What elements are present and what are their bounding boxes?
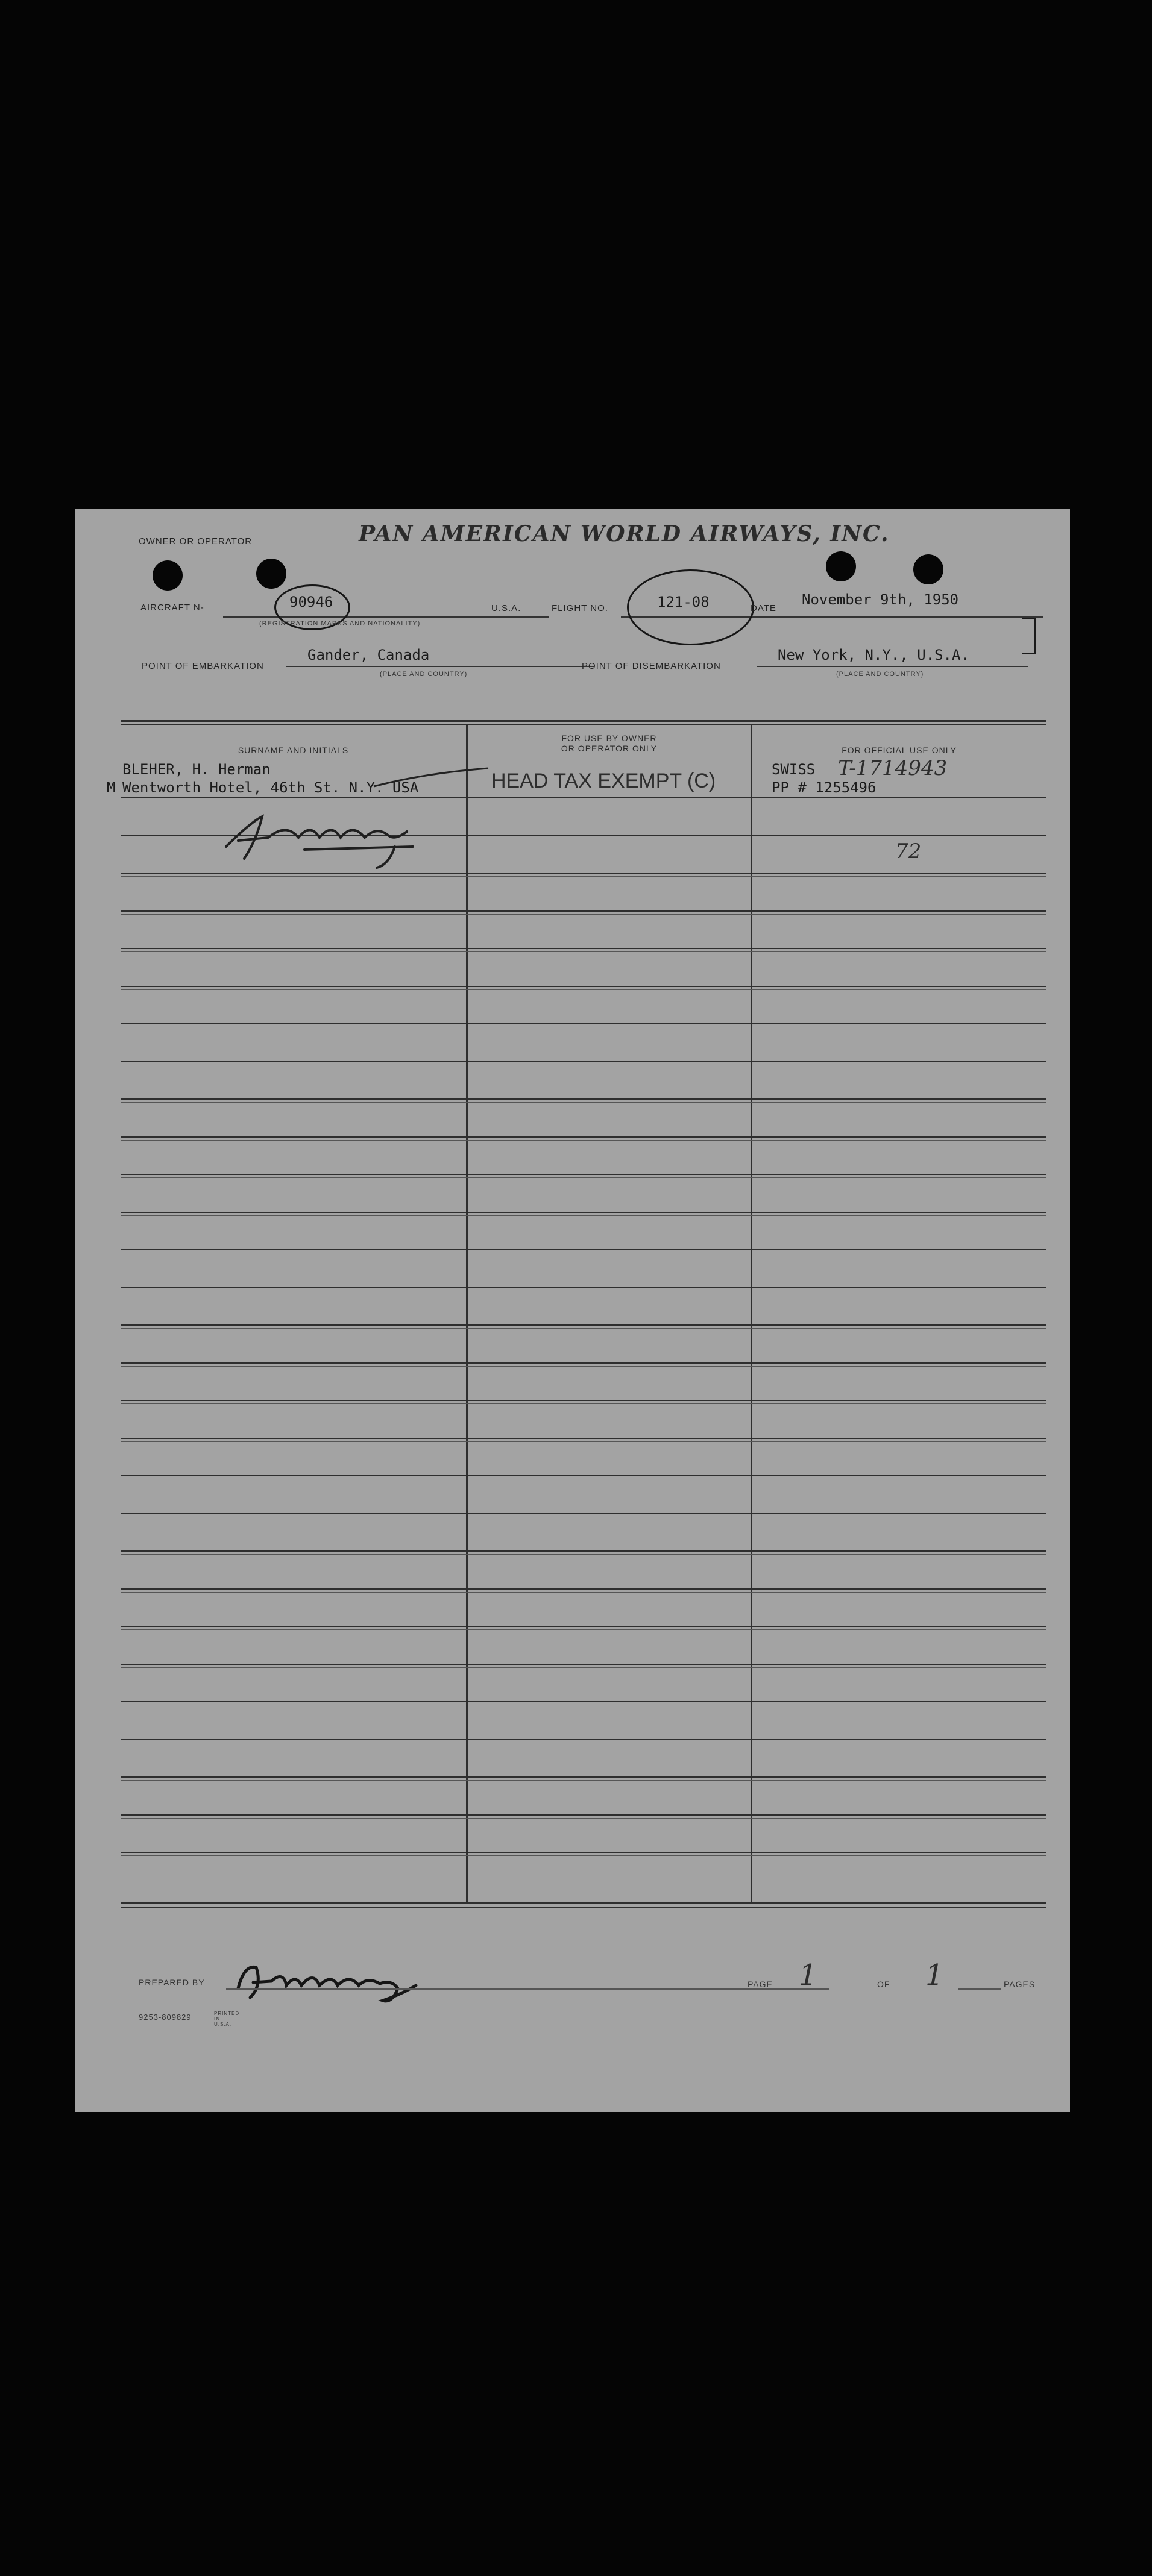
pages-label: PAGES <box>1004 1979 1036 1989</box>
row-rule <box>121 989 1046 990</box>
page-number: 1 <box>799 1958 817 1992</box>
row-rule <box>121 1136 1046 1138</box>
date-value: November 9th, 1950 <box>802 591 959 608</box>
row-rule <box>121 986 1046 987</box>
registration-caption: (REGISTRATION MARKS AND NATIONALITY) <box>259 620 421 627</box>
page-label: PAGE <box>748 1979 773 1989</box>
manifest-form <box>75 509 1070 2112</box>
row-rule <box>121 1174 1046 1175</box>
of-label: OF <box>877 1979 890 1989</box>
col-header-surname: SURNAME AND INITIALS <box>238 745 349 755</box>
row-rule <box>121 1739 1046 1740</box>
row-rule <box>121 1441 1046 1442</box>
note-connector-stroke <box>371 762 491 798</box>
printed-label: PRINTED IN U.S.A. <box>214 2011 240 2027</box>
aircraft-label: AIRCRAFT N- <box>140 603 204 613</box>
owner-label: OWNER OR OPERATOR <box>139 536 253 547</box>
row-rule <box>121 1664 1046 1665</box>
table-bottom-rule <box>121 1902 1046 1904</box>
row-rule <box>121 1438 1046 1439</box>
aircraft-number: 90946 <box>289 594 333 610</box>
passenger-prefix: M <box>107 779 116 796</box>
row-rule <box>121 1667 1046 1668</box>
table-top-rule <box>121 720 1046 722</box>
table-top-rule <box>121 724 1046 725</box>
row-rule <box>121 1400 1046 1401</box>
row-rule <box>121 1061 1046 1062</box>
row-rule <box>121 1855 1046 1856</box>
row-rule <box>121 1403 1046 1404</box>
punch-hole <box>256 559 286 589</box>
row-rule <box>121 1324 1046 1326</box>
row-rule <box>121 1626 1046 1627</box>
row-rule <box>121 1554 1046 1555</box>
punch-hole <box>913 554 943 584</box>
row-rule <box>121 1249 1046 1250</box>
disembarkation-value: New York, N.Y., U.S.A. <box>778 647 969 663</box>
row-rule <box>121 1023 1046 1024</box>
col-header-operator-line2: OR OPERATOR ONLY <box>561 744 658 753</box>
flight-number: 121-08 <box>657 594 710 610</box>
company-name: PAN AMERICAN WORLD AIRWAYS, INC. <box>359 521 890 547</box>
embarkation-label: POINT OF EMBARKATION <box>142 661 264 671</box>
prepared-label: PREPARED BY <box>139 1978 205 1987</box>
embarkation-underline <box>286 666 594 667</box>
row-rule <box>121 1215 1046 1216</box>
place-caption: (PLACE AND COUNTRY) <box>380 671 468 678</box>
nationality: SWISS <box>772 761 816 778</box>
row-rule <box>121 1780 1046 1781</box>
row-rule <box>121 1592 1046 1593</box>
operator-note: HEAD TAX EXEMPT (C) <box>491 769 716 792</box>
official-note-number: 72 <box>895 839 922 863</box>
embarkation-value: Gander, Canada <box>307 647 430 663</box>
col-header-operator <box>468 733 751 754</box>
row-rule <box>121 914 1046 915</box>
row-rule <box>121 873 1046 874</box>
row-rule <box>121 1550 1046 1552</box>
row-rule <box>121 1513 1046 1514</box>
row-rule <box>121 1140 1046 1141</box>
flight-circle <box>627 569 754 645</box>
date-label: DATE <box>751 603 776 613</box>
row-rule <box>121 1366 1046 1367</box>
aircraft-underline <box>223 616 549 618</box>
total-pages: 1 <box>925 1958 944 1992</box>
row-rule <box>121 1701 1046 1702</box>
disembarkation-label: POINT OF DISEMBARKATION <box>582 661 721 671</box>
row-rule <box>121 951 1046 952</box>
row-rule <box>121 1177 1046 1178</box>
row-rule <box>121 910 1046 912</box>
col-header-operator-line1: FOR USE BY OWNER <box>561 733 657 743</box>
row-rule <box>121 1287 1046 1288</box>
official-handwritten-number: T-1714943 <box>838 756 948 780</box>
row-rule <box>121 1814 1046 1816</box>
usa-label: U.S.A. <box>491 603 521 613</box>
passenger-name: BLEHER, H. Herman <box>122 761 271 778</box>
row-rule <box>121 1098 1046 1100</box>
passenger-signature <box>214 804 425 871</box>
row-rule <box>121 1102 1046 1103</box>
prepared-underline <box>226 1988 829 1990</box>
table-bottom-rule <box>121 1907 1046 1908</box>
disembarkation-underline <box>757 666 1028 667</box>
punch-hole <box>826 551 856 581</box>
row-rule <box>121 1588 1046 1590</box>
row-rule <box>121 1328 1046 1329</box>
row-rule <box>121 1362 1046 1364</box>
date-underline <box>784 616 1043 618</box>
punch-hole <box>153 560 183 591</box>
row-rule <box>121 1776 1046 1778</box>
column-divider <box>751 725 752 1903</box>
edge-bracket <box>1022 618 1036 654</box>
flight-label: FLIGHT NO. <box>552 603 608 613</box>
row-rule <box>121 876 1046 877</box>
row-rule <box>121 1629 1046 1630</box>
passenger-address: Wentworth Hotel, 46th St. N.Y. USA <box>122 779 419 796</box>
col-header-official: FOR OFFICIAL USE ONLY <box>842 745 957 755</box>
preparer-signature <box>229 1952 488 2010</box>
row-rule <box>121 1818 1046 1819</box>
row-rule <box>121 948 1046 949</box>
row-rule <box>121 797 1046 798</box>
row-rule <box>121 1212 1046 1213</box>
row-rule <box>121 1475 1046 1476</box>
column-divider <box>466 725 468 1903</box>
row-rule <box>121 1852 1046 1853</box>
place-caption: (PLACE AND COUNTRY) <box>836 671 924 678</box>
passport-number: PP # 1255496 <box>772 779 877 796</box>
form-code: 9253-809829 <box>139 2013 192 2022</box>
pages-underline <box>958 1988 1001 1990</box>
